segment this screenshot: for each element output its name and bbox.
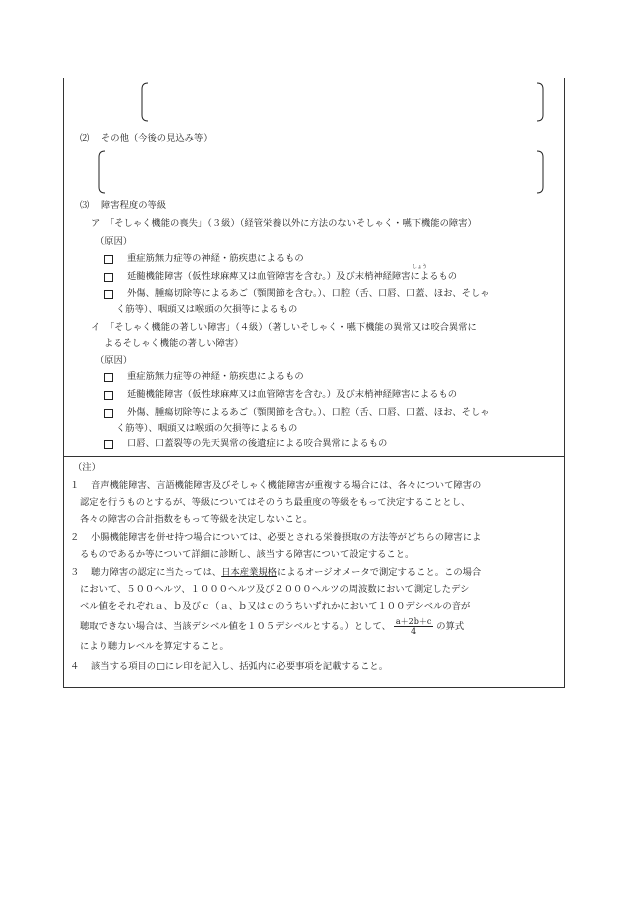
grade3-cause-label: （原因） [95, 236, 133, 247]
grade4-cause-2: 延髄機能障害（仮性球麻痺又は血管障害を含む。）及び末梢神経障害によるもの [127, 389, 458, 400]
note3-line1 [91, 567, 481, 579]
section2-number: ⑵ [80, 133, 90, 144]
grade3-cause-2: 延髄機能障害（仮性球麻痺又は血管障害を含む。）及び末梢神経障害によるもの [127, 271, 458, 282]
grade4-cause-4: 口唇、口蓋裂等の先天異常の後遺症による咬合異常によるもの [127, 438, 388, 449]
grade4-cause-label: （原因） [95, 355, 133, 366]
section3-number: ⑶ [80, 200, 90, 211]
answer-bracket-2[interactable] [97, 150, 545, 194]
note3-line5: により聴力レベルを算定すること。 [80, 641, 229, 652]
grade4-cause-3-cont: く筋等）、咽頭又は喉頭の欠損等によるもの [116, 423, 298, 434]
ruby-reading: しょう [412, 264, 428, 270]
note3-line1-post: によるオージオメータで測定すること。この場合 [276, 567, 482, 578]
note1-line1: 音声機能障害、言語機能障害及びそしゃく機能障害が重複する場合には、各々について障害の [91, 480, 482, 491]
note3-line3: ベル値をそれぞれａ、ｂ及びｃ（ａ、ｂ又はｃのうちいずれかにおいて１００デシベルの音が [80, 601, 471, 612]
note2-number: ２ [70, 532, 80, 543]
grade4-checkbox-3[interactable] [104, 409, 113, 418]
formula-denominator: 4 [411, 627, 417, 636]
hearing-formula [394, 617, 433, 636]
note3-line4 [80, 614, 464, 640]
note3-line4-post: の算式 [436, 621, 465, 632]
grade3-cause-3-cont: く筋等）、咽頭又は喉頭の欠損等によるもの [116, 304, 298, 315]
answer-bracket-1[interactable] [140, 82, 545, 122]
note3-line4-pre: 聴取できない場合は、当該デシベル値を１０５デシベルとする。）として、 [80, 621, 391, 632]
notes-heading: （注） [73, 462, 101, 473]
note3-number: ３ [70, 567, 80, 578]
grade4-checkbox-2[interactable] [104, 391, 113, 400]
grade4-checkbox-1[interactable] [104, 373, 113, 382]
section2-label: その他（今後の見込み等） [101, 133, 213, 144]
notes-divider [63, 456, 565, 457]
note4-line1: 該当する項目の□にレ印を記入し、括弧内に必要事項を記載すること。 [91, 661, 388, 672]
note2-line1: 小腸機能障害を併せ持つ場合については、必要とされる栄養摂取の方法等がどちらの障害によ [91, 532, 482, 543]
grade3-header: ア 「そしゃく機能の喪失」（３級）（経管栄養以外に方法のないそしゃく・嚥下機能の障害） [91, 218, 477, 229]
grade4-cause-3: 外傷、腫瘍切除等によるあご（顎関節を含む。）、口腔（舌、口唇、口蓋、ほお、そしゃ [127, 407, 490, 418]
note3-line1-pre: 聴力障害の認定に当たっては、 [91, 567, 222, 578]
note1-line3: 各々の障害の合計指数をもって等級を決定しないこと。 [80, 514, 313, 525]
note1-number: １ [70, 480, 80, 491]
grade4-header-2: よるそしゃく機能の著しい障害） [104, 338, 244, 349]
formula-numerator: a＋2b＋c [395, 617, 432, 626]
jis-standard-text: 日本産業規格 [221, 567, 277, 578]
grade4-header-1: イ 「そしゃく機能の著しい障害」（４級）（著しいそしゃく・嚥下機能の異常又は咬合異常に [91, 322, 477, 333]
note4-number: ４ [70, 661, 80, 672]
grade4-cause-1: 重症筋無力症等の神経・筋疾患によるもの [127, 371, 304, 382]
note1-line2: 認定を行うものとするが、等級についてはそのうち最重度の等級をもって決定することとし、 [80, 497, 471, 508]
section3-label: 障害程度の等級 [101, 200, 167, 211]
grade3-checkbox-1[interactable] [104, 255, 113, 264]
grade3-checkbox-2[interactable] [104, 273, 113, 282]
note3-line2: において、５００ヘルツ、１０００ヘルツ及び２０００ヘルツの周波数において測定したデシ [80, 584, 470, 595]
grade4-checkbox-4[interactable] [104, 440, 113, 449]
grade3-cause-3: 外傷、腫瘍切除等によるあご（顎関節を含む。）、口腔（舌、口唇、口蓋、ほお、そしゃ [127, 288, 490, 299]
grade3-cause-1: 重症筋無力症等の神経・筋疾患によるもの [127, 253, 304, 264]
note2-line2: るものであるか等について詳細に診断し、該当する障害について設定すること。 [80, 549, 415, 560]
grade3-checkbox-3[interactable] [104, 290, 113, 299]
